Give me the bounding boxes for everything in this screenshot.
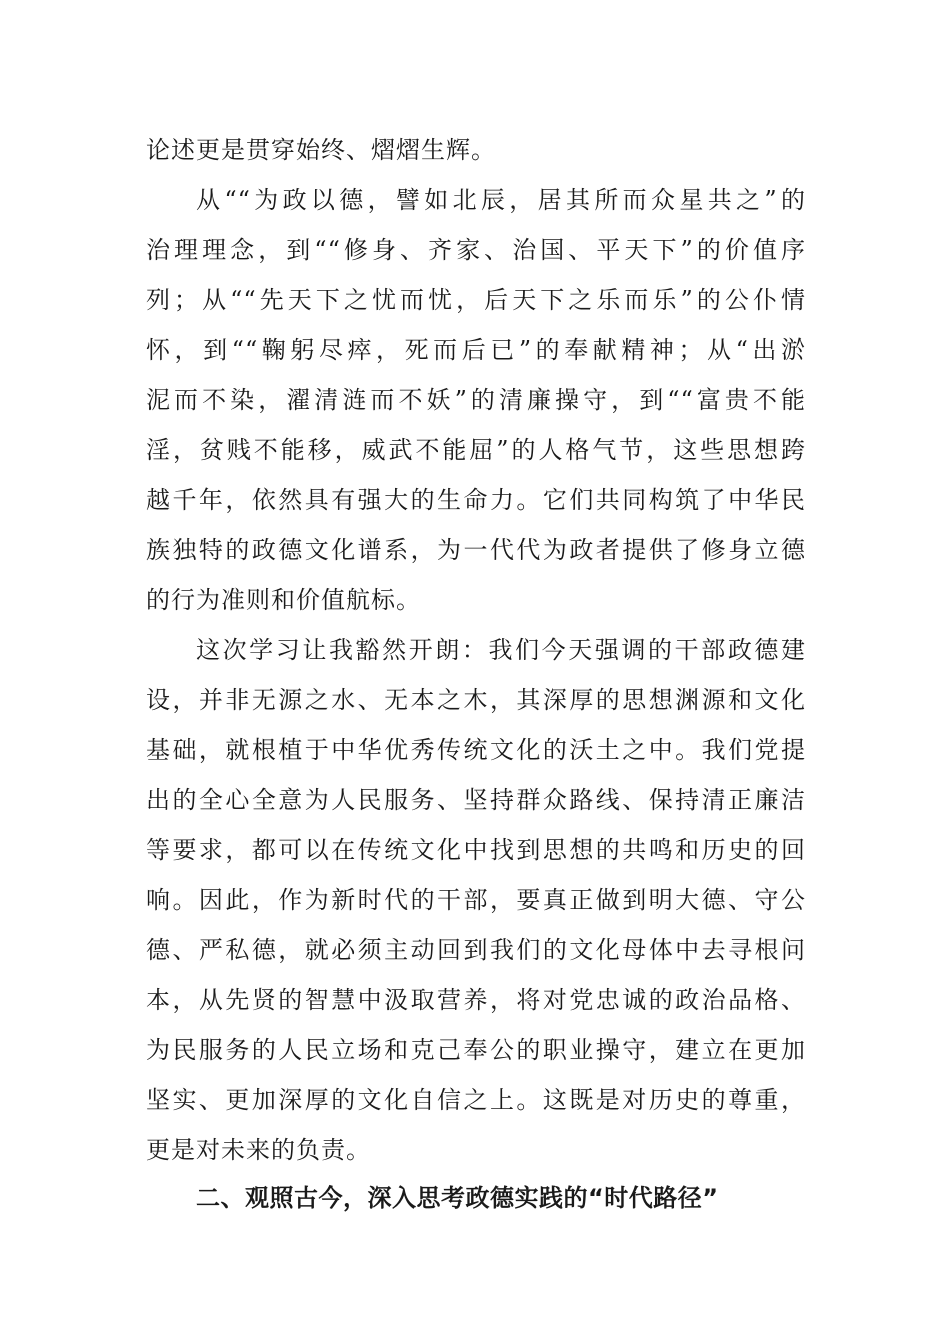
paragraph-line: 论述更是贯穿始终、熠熠生辉。 [146,136,496,164]
paragraph-line: 从““为政以德，譬如北辰，居其所而众星共之”的 [196,186,806,214]
paragraph-line: 出的全心全意为人民服务、坚持群众路线、保持清正廉洁 [146,786,806,814]
paragraph-line: 的行为准则和价值航标。 [146,586,421,614]
paragraph-line: 基础，就根植于中华优秀传统文化的沃土之中。我们党提 [146,736,806,764]
paragraph-line: 设，并非无源之水、无本之木，其深厚的思想渊源和文化 [146,686,806,714]
paragraph-line: 族独特的政德文化谱系，为一代代为政者提供了修身立德 [146,536,806,564]
paragraph-line: 越千年，依然具有强大的生命力。它们共同构筑了中华民 [146,486,806,514]
paragraph-line: 更是对未来的负责。 [146,1136,371,1164]
paragraph-line: 为民服务的人民立场和克己奉公的职业操守，建立在更加 [146,1036,806,1064]
paragraph-line: 这次学习让我豁然开朗：我们今天强调的干部政德建 [196,636,806,664]
paragraph-line: 治理理念，到““修身、齐家、治国、平天下”的价值序 [146,236,806,264]
section-heading: 二、观照古今，深入思考政德实践的“时代路径” [196,1184,719,1212]
paragraph-line: 等要求，都可以在传统文化中找到思想的共鸣和历史的回 [146,836,806,864]
body-text [146,125,806,1175]
paragraph-line: 本，从先贤的智慧中汲取营养，将对党忠诚的政治品格、 [146,986,806,1014]
paragraph-line: 响。因此，作为新时代的干部，要真正做到明大德、守公 [146,886,806,914]
paragraph-line: 怀，到““鞠躬尽瘁，死而后已”的奉献精神；从“出淤 [146,336,806,364]
paragraph-line: 淫，贫贱不能移，威武不能屈”的人格气节，这些思想跨 [146,436,806,464]
paragraph-line: 列；从““先天下之忧而忧，后天下之乐而乐”的公仆情 [146,286,806,314]
paragraph-line: 泥而不染，濯清涟而不妖”的清廉操守，到““富贵不能 [146,386,806,414]
paragraph-line: 德、严私德，就必须主动回到我们的文化母体中去寻根问 [146,936,806,964]
paragraph-line: 坚实、更加深厚的文化自信之上。这既是对历史的尊重， [146,1086,806,1114]
